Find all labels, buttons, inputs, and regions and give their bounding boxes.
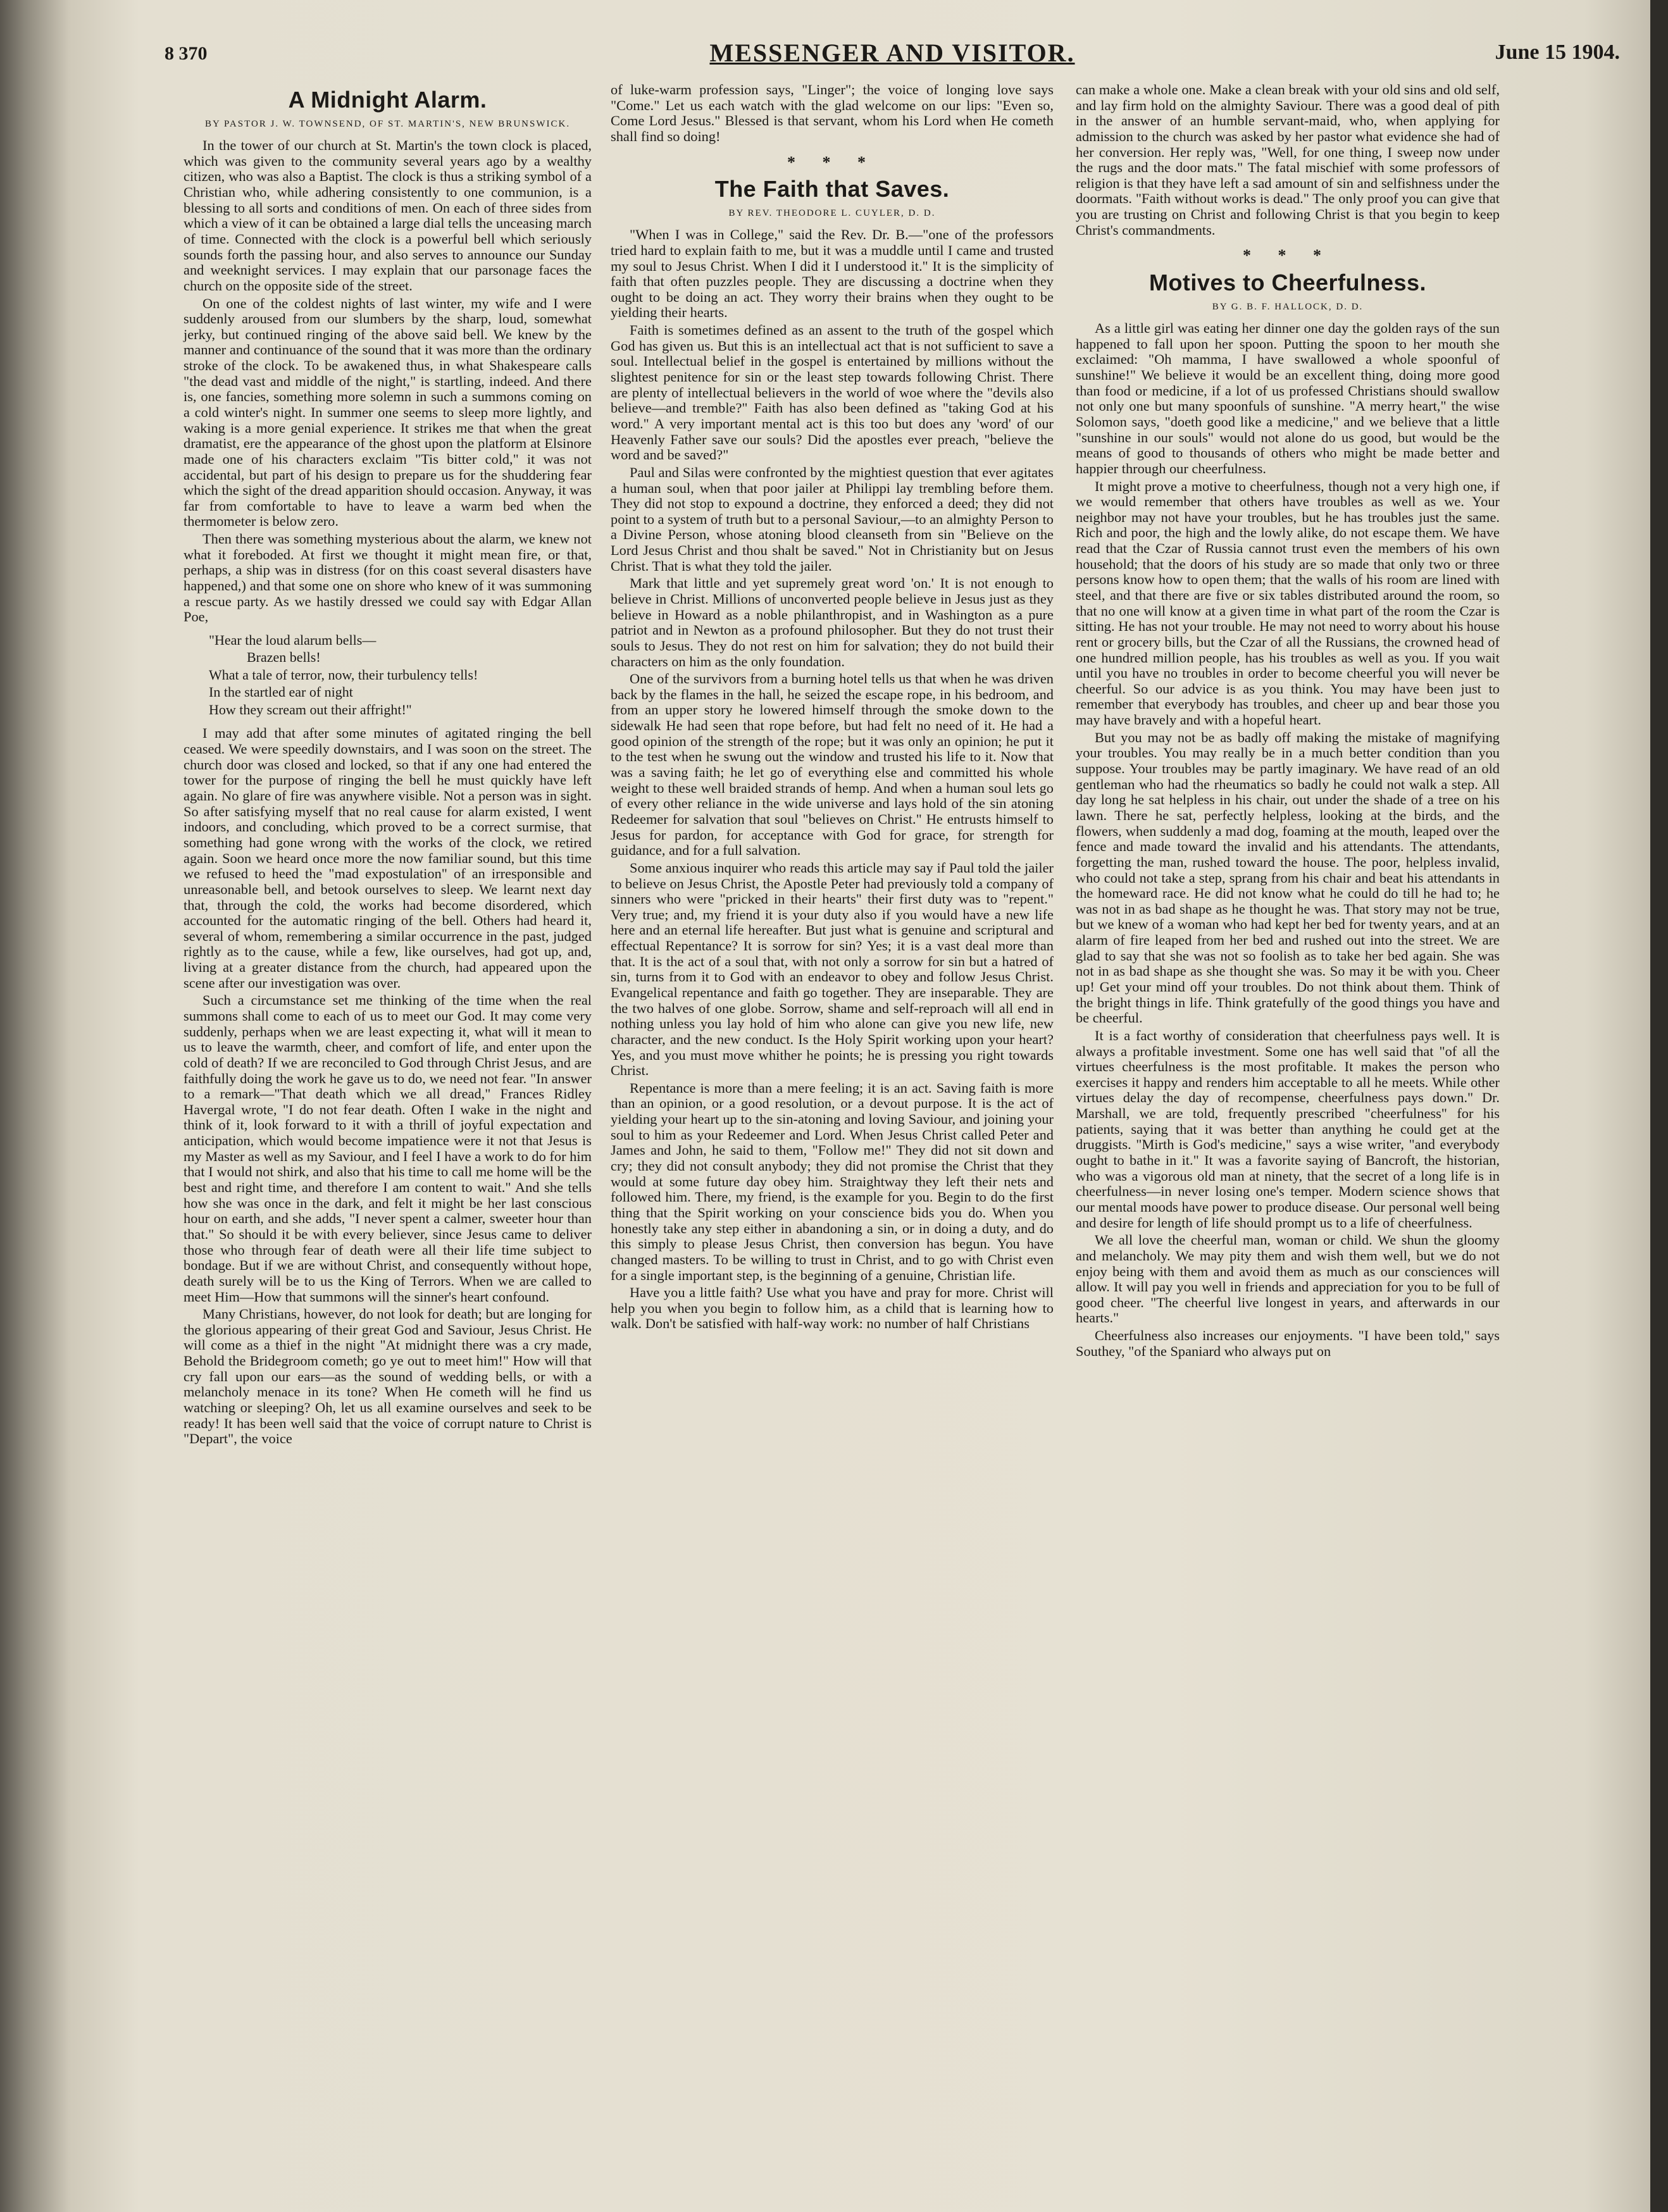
paragraph: Cheerfulness also increases our enjoyments. "I have been told," says Southey, "of the Spaniard who always put on: [1076, 1327, 1500, 1359]
article-title-faith-saves: The Faith that Saves.: [714, 176, 950, 202]
paragraph: It is a fact worthy of consideration that cheerfulness pays well. It is always a profitable investment. Some one has well said that "of all the virtues cheerfulness is the most profitable. It makes the person who exercises it happy and renders him acceptable to all he meets. While other virtues delay the day of recompense, cheerfulness pays down." Dr. Marshall, we are told, frequently prescribed "cheerfulness" for his patients, saying that it was better than anything he could get at the druggists. "Mirth is God's medicine," says a wise writer, "and everybody ought to bathe in it." It was a favorite saying of Bancroft, the historian, who was a vigorous old man at ninety, that the secret of a long life is in cheerfulness—in never losing one's temper. Modern science shows that our mental moods have power to produce disease. Our personal well being and desire for length of life should prompt us to a life of cheerfulness.: [1076, 1027, 1500, 1231]
page-edge-shadow: [1650, 0, 1668, 2212]
poem-line: How they scream out their affright!": [209, 701, 412, 718]
column-3: [1076, 82, 1500, 1361]
poem-quote: [209, 631, 592, 719]
byline-faith-saves: BY REV. THEODORE L. CUYLER, D. D.: [728, 208, 936, 218]
column-1: [184, 82, 592, 1449]
page-number: 8 370: [165, 43, 208, 64]
masthead: MESSENGER AND VISITOR.: [709, 39, 1075, 67]
paragraph: We all love the cheerful man, woman or child. We shun the gloomy and melancholy. We may pity them and wish them well, but we do not enjoy being with them and avoid them as much as our consciences will allow. It will pay you well in friends and appreciation for you to be full of good cheer. "The cheerful live longest in years, and afterwards in our hearts.": [1076, 1232, 1500, 1326]
paragraph: Paul and Silas were confronted by the mightiest question that ever agitates a human soul, when that poor jailer at Philippi lay trembling before them. They did not stop to expound a doctrine, they enforced a deed; they did not point to a system of truth but to a personal Saviour,—to an almighty Person to a Divine Person, whose atoning blood cleanseth from sin "Believe on the Lord Jesus Christ and thou shalt be saved." Not in Christianity but on Jesus Christ. That is what they told the jailer.: [611, 464, 1054, 574]
paragraph: Such a circumstance set me thinking of the time when the real summons shall come to each of us to meet our God. It may come very suddenly, perhaps when we are least expecting it, what will it mean to us to leave the warmth, cheer, and comfort of life, and enter upon the cold of death? If we are reconciled to God through Christ Jesus, and are faithfully doing the work he gave us to do, we need not fear. "In answer to a remark—"That death which we all dread," Frances Ridley Havergal wrote, "I do not fear death. Often I wake in the night and think of it, look forward to it with a thrill of joyful expectation and anticipation, which would become impatience were it not that Jesus is my Master as well as my Saviour, and I feel I have a work to do for him that I would not shirk, and also that his time to call me home will be the best and right time, and therefore I am content to wait." And she tells how she was once in the dark, and felt it might be her last conscious hour on earth, and she adds, "I never spent a calmer, sweeter hour than that." So should it be with every believer, since Jesus came to deliver those who through fear of death were all their life time subject to bondage. But if we are without Christ, and consequently without hope, death surely will be to us the King of Terrors. When we are called to meet Him—How that summons will the sinner's heart confound.: [184, 992, 592, 1305]
byline-motives: BY G. B. F. HALLOCK, D. D.: [1212, 301, 1364, 312]
paragraph: It might prove a motive to cheerfulness, though not a very high one, if we would remember that others have troubles as well as we. Your neighbor may not have your troubles, but he has troubles just the same. Rich and poor, the high and the lowly alike, do not escape them. We have read that the Czar of Russia cannot trust even the members of his own household; that the doors of his study are so made that only two or three persons know how to open them; that the walls of his room are lined with steel, and that there are five or six tables distributed around the room, so that no one will know at a given time in what part of the room the Czar is sitting. He has not your trouble. He may not need to worry about his house rent or grocery bills, but the Czar of all the Russians, the crowned head of one hundred million people, has his troubles as well as you. If you wait until you have no troubles in order to become cheerful you will never be cheerful. So our advice is as you think. You may have been just to remember that everybody has troubles, and cheer up and bear those you may have bravely and with a hopeful heart.: [1076, 478, 1500, 728]
page-header: [165, 32, 1620, 70]
paragraph: In the tower of our church at St. Martin's the town clock is placed, which was given to the community several years ago by a wealthy citizen, who was also a Baptist. The clock is thus a striking symbol of a Christian who, while adhering consistently to one communion, is a blessing to all sorts and conditions of men. On each of three sides from which a view of it can be obtained a large dial tells the unceasing march of time. Connected with the clock is a powerful bell which seriously sounds forth the passing hour, and also serves to announce our Sunday and weeknight services. I may explain that our parsonage faces the church on the opposite side of the street.: [184, 137, 592, 294]
article-title-midnight-alarm: A Midnight Alarm.: [288, 87, 487, 113]
column-2: [611, 82, 1054, 1334]
paragraph: But you may not be as badly off making the mistake of magnifying your troubles. You may really be in a much better condition than you suppose. Your troubles may be partly imaginary. We have read of an old gentleman who had the rheumatics so badly he could not walk a step. All day long he sat helpless in his chair, out under the shade of a tree on his lawn. There he sat, perfectly helpless, looking at the birds, and the flowers, when suddenly a mad dog, foaming at the mouth, leaped over the fence and made toward the invalid and his attendants. The attendants, forgetting the man, rushed toward the house. The poor, helpless invalid, who could not take a step, sprang from his chair and beat his attendants in the homeward race. He did not know what he could do till he had to; he was not in as bad shape as he thought he was. That story may not be true, but we knew of a woman who had kept her bed for twenty years, and at an alarm of fire leaped from her bed and rushed out into the street. We are glad to say that she was not so foolish as to take her bed again. She was not in as bad shape as she thought she was. So may it be with you. Cheer up! Get your mind off your troubles. Do not think about them. Think of the bright things in life. Think gratefully of the good things you have and be cheerful.: [1076, 729, 1500, 1026]
issue-date: June 15 1904.: [1495, 40, 1620, 64]
paragraph: Faith is sometimes defined as an assent to the truth of the gospel which God has given us. But this is an intellectual act that is not sufficient to save a soul. Intellectual belief in the gospel is entertained by millions without the slightest penitence for sin or the least step towards following Christ. There are plenty of intellectual believers in the world of woe where the "devils also believe—and tremble?" Faith has also been defined as "taking God at his word." A very important mental act is this too but does any 'word' of our Heavenly Father save our souls? Did the apostles ever preach, "believe the word and be saved?": [611, 322, 1054, 463]
poem-line: Brazen bells!: [247, 649, 321, 666]
paragraph: One of the survivors from a burning hotel tells us that when he was driven back by the flames in the hall, he seized the escape rope, in his bedroom, and from an upper story he lowered himself through the smoke down to the sidewalk He had seen that rope before, but had felt no need of it. He had a good opinion of the strength of the rope; but it was only an opinion; he put it to the test when he swung out the window and trusted his life to it. Now that was a saving faith; he let go of everything else and committed his whole weight to these well braided strands of hemp. And when a human soul lets go of every other reliance in the wide universe and lays hold of the sin atoning Redeemer for salvation that soul "believes on Christ." He entrusts himself to Jesus for pardon, for acceptance with God for grace, for strength for guidance, and for a full salvation.: [611, 671, 1054, 859]
paragraph-continued: can make a whole one. Make a clean break with your old sins and old self, and lay firm hold on the almighty Saviour. There was a good deal of pith in the answer of an humble servant-maid, who, when applying for admission to the church was asked by her pastor what evidence she had of her conversion. Her reply was, "Well, for one thing, I sweep now under the rugs and the door mats." The fatal mischief with some professors of religion is that they have left a sad amount of sin and selfishness under the doormats. "Faith without works is dead." The only proof you can give that you are trusting on Christ and following Christ is that you begin to keep Christ's commandments.: [1076, 82, 1500, 238]
paragraph: Then there was something mysterious about the alarm, we knew not what it foreboded. At first we thought it might mean fire, or that, perhaps, a ship was in distress (for on this coast several disasters have happened,) and that some one on shore who knew of it was summoning a rescue party. As we hastily dressed we could say with Edgar Allan Poe,: [184, 531, 592, 625]
paragraph: As a little girl was eating her dinner one day the golden rays of the sun happened to fall upon her spoon. Putting the spoon to her mouth she exclaimed: "Oh mamma, I have swallowed a whole spoonful of sunshine!" We believe it would be an excellent thing, doing more good than food or medicine, if a lot of us professed Christians should swallow not only one but many spoonfuls of sunshine. "A merry heart," the wise Solomon says, "doeth good like a medicine," and we believe that a little "sunshine in our souls" would not alone do us good, but would be the means of good to thousands of others who might be made better and happier through our cheerfulness.: [1076, 320, 1500, 476]
poem-line: "Hear the loud alarum bells—: [209, 631, 377, 648]
poem-line: What a tale of terror, now, their turbulency tells!: [209, 666, 478, 683]
section-separator: * * *: [787, 152, 877, 171]
paragraph: Have you a little faith? Use what you have and pray for more. Christ will help you when you begin to follow him, as a child that is learning how to walk. Don't be satisfied with half-way work: no number of half Christians: [611, 1284, 1054, 1332]
paragraph: Mark that little and yet supremely great word 'on.' It is not enough to believe in Christ. Millions of unconverted people believe in Jesus just as they believe in Howard as a noble philanthropist, and in Washington as a pure patriot and in Newton as a profound philosopher. But they do not trust their souls to Jesus. They do not rest on him for salvation; they do not build their characters on him as the only foundation.: [611, 575, 1054, 669]
paragraph: Many Christians, however, do not look for death; but are longing for the glorious appearing of their great God and Saviour, Jesus Christ. He will come as a thief in the night "At midnight there was a cry made, Behold the Bridegroom cometh; go ye out to meet him!" How will that cry fall upon our ears—as the sound of wedding bells, or with a melancholy menace in its tone? When He cometh will he find us watching or sleeping? Oh, let us all examine ourselves and seek to be ready! It has been well said that the voice of corrupt nature to Christ is "Depart", the voice: [184, 1306, 592, 1447]
paragraph: Some anxious inquirer who reads this article may say if Paul told the jailer to believe on Jesus Christ, the Apostle Peter had previously told a company of sinners who were "pricked in their hearts" their first duty was to "repent." Very true; and, my friend it is your duty also if you would have a new life here and an eternal life hereafter. But just what is genuine and scriptural and effectual Repentance? It is sorrow for sin? Yes; it is a vast deal more than that. It is the act of a soul that, with not only a sorrow for sin but a hatred of sin, turns from it to God with an endeavor to obey and follow Jesus Christ. Evangelical repentance and faith go together. They are inseparable. They are the two halves of one globe. Sorrow, shame and self-reproach will all end in nothing unless you lay hold of him who alone can give you new life, new character, and the new conduct. Is the Holy Spirit working upon your heart? Yes, and you must move whither he points; he is pressing you right towards Christ.: [611, 859, 1054, 1079]
section-separator: * * *: [1243, 246, 1333, 265]
paragraph-continued: of luke-warm profession says, "Linger"; the voice of longing love says "Come." Let us each watch with the glad welcome on our lips: "Even so, Come Lord Jesus." Blessed is that servant, whom his Lord when He cometh shall find so doing!: [611, 82, 1054, 144]
article-title-motives: Motives to Cheerfulness.: [1148, 270, 1427, 295]
paragraph: On one of the coldest nights of last winter, my wife and I were suddenly aroused from our slumbers by the sharp, loud, somewhat jerky, but continued ringing of the above said bell. We knew by the manner and continuance of the sound that it was more than the ordinary stroke of the clock. To be awakened thus, in what Shakespeare calls "the dead vast and middle of the night," is startling, indeed. And there is, one fancies, something more solemn in such a summons coming on a cold winter's night. In summer one seems to sleep more lightly, and waking is a more genial experience. It strikes me that when the great dramatist, ere the appearance of the ghost upon the platform at Elsinore made one of his characters exclaim "Tis bitter cold," it was not accidental, but part of his design to prepare us for the shuddering fear which the sight of the dread apparition should occasion. Anyway, it was far from comfortable to have to leave a warm bed when the thermometer is below zero.: [184, 295, 592, 530]
paragraph: Repentance is more than a mere feeling; it is an act. Saving faith is more than an opinion, or a good resolution, or a devout purpose. It is the act of yielding your heart up to the sin-atoning and loving Saviour, and joining your soul to him as your Redeemer and Lord. When Jesus Christ called Peter and James and John, he said to them, "Follow me!" They did not sit down and cry; they did not consult anybody; they did not promise the Christ that they would at some future day obey him. Straightway they left their nets and followed him. There, my friend, is the example for you. Begin to do the first thing that the Spirit working on your conscience bids you do. When you honestly take any step either in abandoning a sin, or in doing a duty, and do this simply to please Jesus Christ, then conversion has begun. You have changed masters. To be willing to trust in Christ, and to go with Christ even for a single important step, is the beginning of a genuine, Christian life.: [611, 1079, 1054, 1283]
byline-midnight-alarm: BY PASTOR J. W. TOWNSEND, OF ST. MARTIN'S, NEW BRUNSWICK.: [204, 118, 571, 129]
paragraph: I may add that after some minutes of agitated ringing the bell ceased. We were speedily downstairs, and I was soon on the street. The church door was closed and locked, so that if any one had entered the tower for the purpose of ringing the bell he must quickly have left again. No glare of fire was anywhere visible. Not a person was in sight. So after satisfying myself that no real cause for alarm existed, I went indoors, and concluding, which proved to be a correct surmise, that something had gone wrong with the works of the clock, we retired again. Soon we heard once more the now familiar sound, but this time we refused to heed the "mad expostulation" of an irresponsible and unreasonable bell, and betook ourselves to sleep. We learnt next day that, through the cold, the works had become disordered, which accounted for the automatic ringing of the bell. Others had heard it, several of whom, remembering a similar occurrence in the past, judged rightly as to the cause, while a few, like ourselves, had got up, and, living at a greater distance from the church, had appeared upon the scene after our investigation was over.: [184, 725, 592, 991]
paragraph: "When I was in College," said the Rev. Dr. B.—"one of the professors tried hard to explain faith to me, but it was a muddle until I came and trusted my soul to Jesus Christ. When I did it I understood it." It is the simplicity of faith that often puzzles people. They are discussing a doctrine when they ought to be doing an act. They worry their brains when they ought to be yielding their hearts.: [611, 227, 1054, 321]
poem-line: In the startled ear of night: [209, 684, 353, 700]
